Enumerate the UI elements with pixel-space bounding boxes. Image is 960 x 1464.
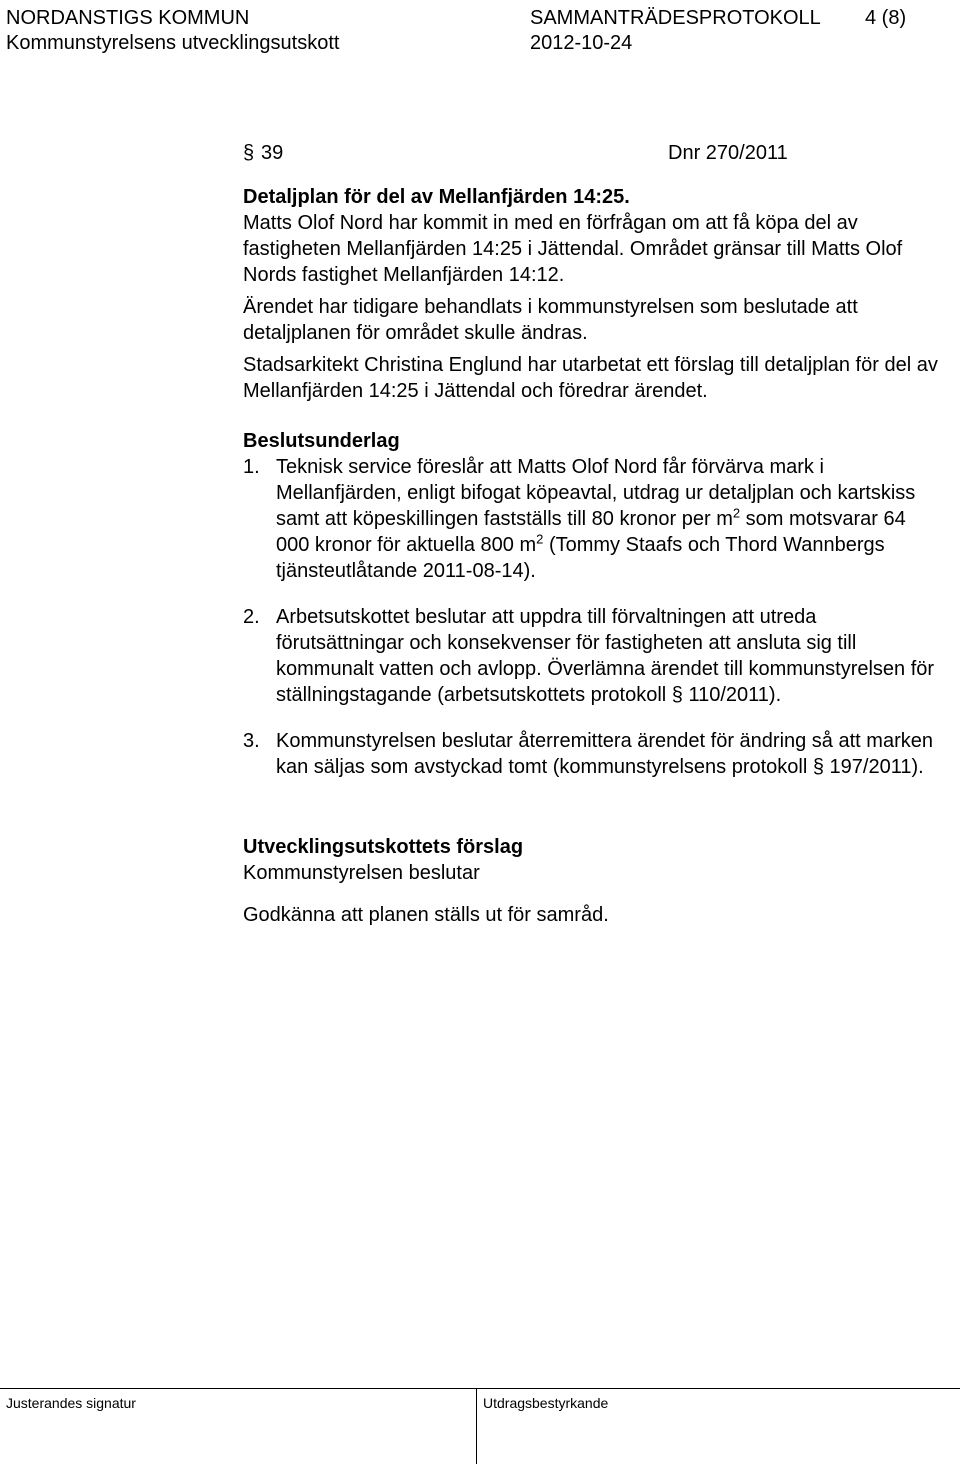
basis-item-text: Arbetsutskottet beslutar att uppdra till förvaltningen att utreda förutsättningar och konsekvenser för fastigheten att ansluta sig till kommunalt vatten och avlopp. Överlämna ärendet till kommunstyrelsen för ställningstagande (arbetsutskottets protokoll (276, 606, 935, 706)
case-paragraph-3: Stadsarkitekt Christina Englund har utarbetat ett förslag till detaljplan för del av Mellanfjärden 14:25 i Jättendal och föredrar ärendet. (243, 354, 938, 402)
superscript: 2 (732, 505, 741, 521)
case-header (243, 140, 943, 166)
paragraph-sign: § (243, 142, 255, 164)
case-paragraph-1: Matts Olof Nord har kommit in med en förfrågan om att få köpa del av fastigheten Mellanfjärden 14:25 i Jättendal. Området gränsar till Matts Olof Nords fastighet Mellanfjärden 14:12. (243, 212, 903, 286)
diary-number: Dnr 270/2011 (668, 142, 788, 164)
municipality-name: NORDANSTIGS KOMMUN (6, 7, 250, 29)
proposal-heading: Utvecklingsutskottets förslag (243, 836, 524, 858)
basis-item-text: (Tommy Staafs och Thord Wannbergs tjänsteutlåtande 2011-08-14). (276, 534, 885, 582)
basis-item-text: Kommunstyrelsen beslutar återremittera ärendet för ändring så att marken kan säljas som avstyckad tomt (kommunstyrelsens protokoll (276, 730, 933, 778)
basis-item-1 (243, 454, 943, 584)
proposal-line-2: Godkänna att planen ställs ut för samråd. (243, 904, 609, 926)
committee-name: Kommunstyrelsens utvecklingsutskott (6, 32, 340, 54)
case-number: 39 (261, 142, 284, 164)
proposal-line-1: Kommunstyrelsen beslutar (243, 862, 480, 884)
paragraph-sign: § (812, 756, 824, 778)
protocol-body (243, 140, 943, 928)
paragraph-sign: § (671, 684, 683, 706)
basis-item-text: Teknisk service föreslår att Matts Olof Nord får förvärva mark i Mellanfjärden, enligt bifogat köpeavtal, utdrag ur detaljplan och kartskiss samt att köpeskillingen fastställs till 80 kronor per m (276, 456, 916, 530)
basis-item-2 (243, 604, 943, 708)
basis-list (243, 454, 943, 780)
case-paragraph-2: Ärendet har tidigare behandlats i kommunstyrelsen som beslutade att detaljplanen för området skulle ändras. (243, 296, 858, 344)
basis-item-text: som motsvarar 64 000 kronor för aktuella 800 m (276, 508, 906, 556)
basis-item-number: 2. (243, 606, 260, 628)
basis-item-3 (243, 728, 943, 780)
signature-footer (0, 1388, 960, 1464)
superscript: 2 (536, 531, 544, 547)
adjuster-signature-label: Justerandes signatur (6, 1395, 136, 1411)
basis-item-number: 1. (243, 456, 260, 478)
basis-item-text: 197/2011). (823, 756, 924, 778)
basis-heading: Beslutsunderlag (243, 430, 400, 452)
footer-divider (476, 1389, 477, 1464)
document-type: SAMMANTRÄDESPROTOKOLL (530, 7, 821, 29)
page-number: 4 (8) (865, 7, 907, 29)
meeting-date: 2012-10-24 (530, 32, 633, 54)
basis-item-number: 3. (243, 730, 260, 752)
basis-item-text: 110/2011). (682, 684, 782, 706)
case-title: Detaljplan för del av Mellanfjärden 14:25. (243, 186, 630, 208)
extract-certification-label: Utdragsbestyrkande (483, 1395, 609, 1411)
